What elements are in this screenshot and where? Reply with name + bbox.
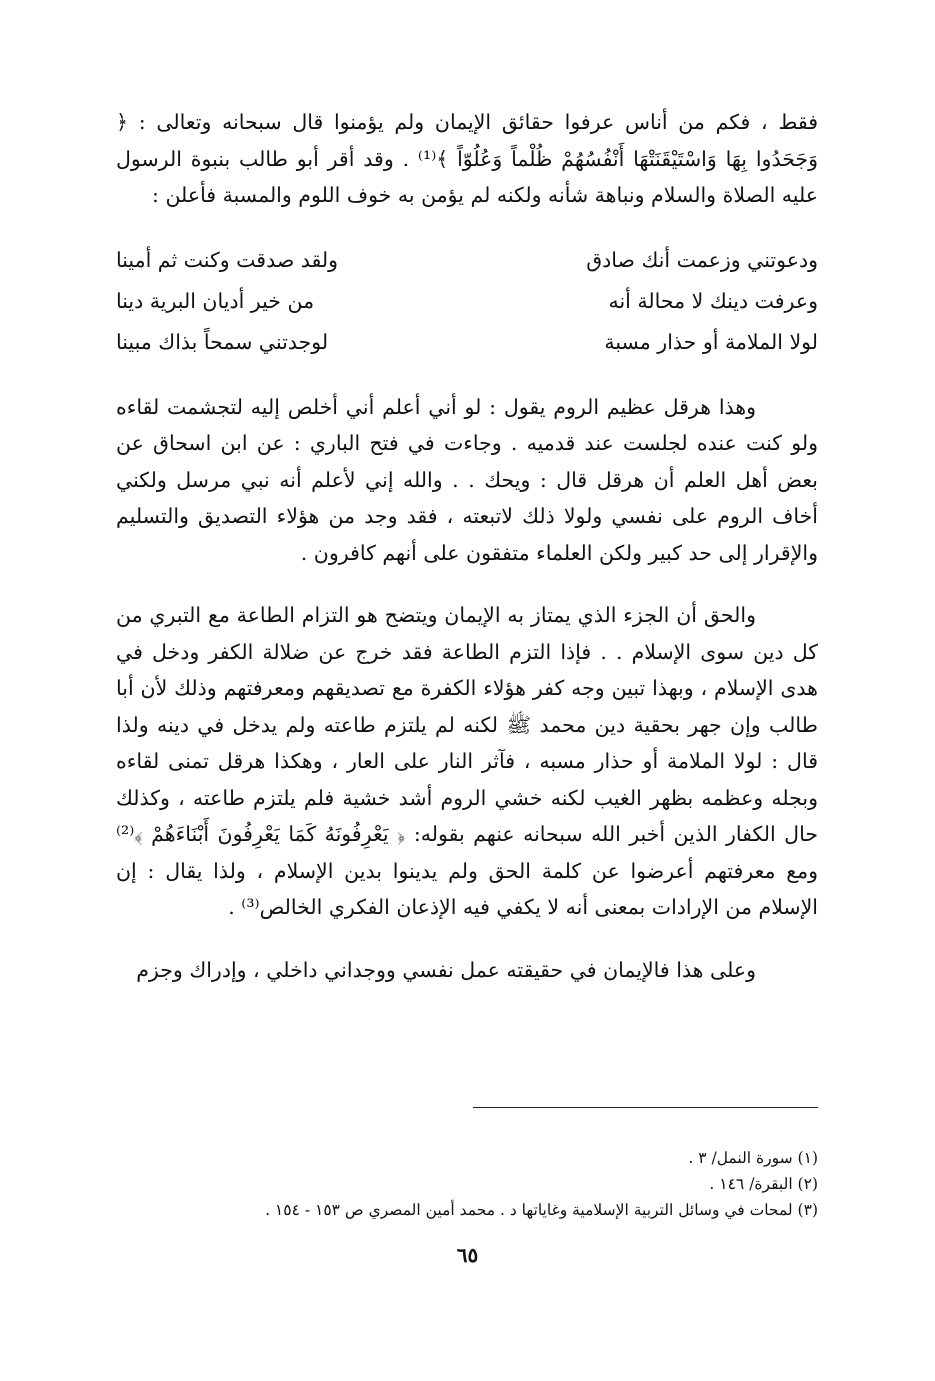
spacer: [116, 363, 818, 389]
paragraph-3: والحق أن الجزء الذي يمتاز به الإيمان ويتضح هو التزام الطاعة مع التبري من كل دين سوى الإسلام . . فإذا التزم الطاعة فقد خرج عن ضلالة الكفر ودخل في هدى الإسلام ، وبهذا تبين وجه كفر هؤلاء الكفرة مع تصديقهم ومعرفتهم وذلك لأن أبا طالب وإن جهر بحقية دين محمد ﷺ لكنه لم يلتزم طاعته ولم يدخل في دينه ولذا قال : لولا الملامة أو حذار مسبه ، فآثر النار على العار ، وهكذا هرقل تمنى لقاءه وبجله وعظمه بظهر الغيب لكنه خشي الروم أشد خشية فلم يلتزم طاعته ، وكذلك حال الكفار الذين أخبر الله سبحانه عنهم بقوله: ﴿ يَعْرِفُونَهُ كَمَا يَعْرِفُونَ أَبْنَاءَهُمْ ﴾⁽²⁾ ومع معرفتهم أعرضوا عن كلمة الحق ولم يدينوا بدين الإسلام ، ولذا يقال : إن الإسلام من الإرادات بمعنى أنه لا يكفي فيه الإذعان الفكري الخالص⁽³⁾ .: [116, 603, 818, 919]
verse-3-first-hemistich: لولا الملامة أو حذار مسبة: [604, 329, 818, 354]
paragraph-1: فقط ، فكم من أناس عرفوا حقائق الإيمان ولم يؤمنوا قال سبحانه وتعالى : ﴿ وَجَحَدُوا بِهَا وَاسْتَيْقَنَتْهَا أَنْفُسُهُمْ ظُلْماً وَعُلُوّاً ﴾⁽¹⁾ . وقد أقر أبو طالب بنبوة الرسول عليه الصلاة والسلام ونباهة شأنه ولكنه لم يؤمن به خوف اللوم والمسبة فأعلن :: [116, 110, 819, 207]
spacer: [116, 571, 818, 597]
footnote-divider: [473, 1107, 818, 1108]
spacer: [116, 214, 818, 240]
paragraph-2: وهذا هرقل عظيم الروم يقول : لو أني أعلم أني أخلص إليه لتجشمت لقاءه ولو كنت عنده لجلست عند قدميه . وجاءت في فتح الباري : عن ابن اسحاق عن بعض أهل العلم أن هرقل قال : ويحك . . والله إني لأعلم أنه نبي مرسل ولكني أخاف الروم على نفسي ولولا ذلك لاتبعته ، فقد وجد من هؤلاء التصديق والتسليم والإقرار إلى حد كبير ولكن العلماء متفقون على أنهم كافرون .: [116, 394, 818, 565]
page-number: ٦٥: [456, 1243, 479, 1267]
verse-2-first-hemistich: وعرفت دينك لا محالة أنه: [608, 288, 818, 313]
footnotes: [118, 1145, 818, 1223]
verse-1: [116, 240, 818, 281]
verse-3: [116, 322, 818, 363]
verse-2-second-hemistich: من خير أديان البرية دينا: [116, 288, 315, 313]
spacer: [116, 926, 818, 952]
verse-2: [116, 281, 818, 322]
paragraph-4: وعلى هذا فالإيمان في حقيقته عمل نفسي ووجداني داخلي ، وإدراك وجزم: [136, 957, 756, 982]
main-text: [116, 104, 818, 988]
verse-1-second-hemistich: ولقد صدقت وكنت ثم أمينا: [116, 247, 339, 272]
footnote-3: (٣) لمحات في وسائل التربية الإسلامية وغاياتها د . محمد أمين المصري ص ١٥٣ - ١٥٤ .: [265, 1201, 818, 1219]
footnote-1: (١) سورة النمل/ ٣ .: [688, 1149, 818, 1167]
poem-verses: [116, 240, 818, 363]
verse-1-first-hemistich: ودعوتني وزعمت أنك صادق: [586, 247, 818, 272]
footnote-2: (٢) البقرة/ ١٤٦ .: [709, 1175, 818, 1193]
verse-3-second-hemistich: لوجدتني سمحاً بذاك مبينا: [116, 329, 329, 354]
